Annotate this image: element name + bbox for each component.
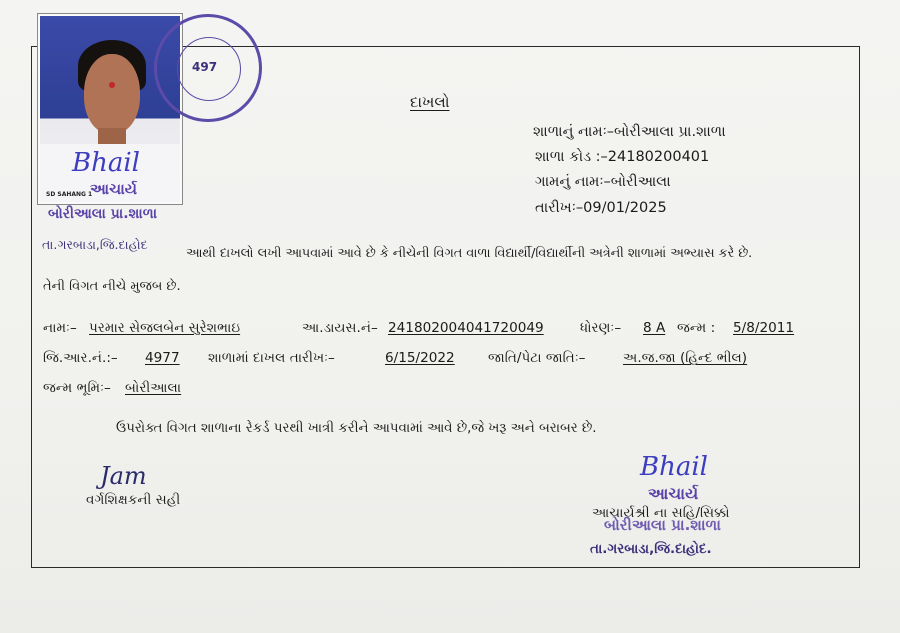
certificate-title: દાખલો [410, 93, 450, 111]
village-name: ગામનું નામઃ–બોરીઆલા [535, 174, 671, 190]
certificate-date: તારીખઃ–09/01/2025 [535, 200, 667, 216]
principal-signature: Bhail [640, 452, 708, 482]
gr-number-value: 4977 [145, 350, 180, 366]
teacher-signature: Jam [100, 462, 147, 490]
standard-value: 8 A [643, 320, 666, 336]
photo-stamp-title: આચાર્ય [90, 180, 138, 198]
photo-stamp-school: બોરીઆલા પ્રા.શાળા [48, 206, 158, 222]
verification-line: ઉપરોક્ત વિગત શાળાના રેકર્ડ પરથી ખાત્રી કરીને આપવામાં આવે છે,જે ખરૂ અને બરાબર છે. [116, 421, 597, 436]
birthplace-value: બોરીઆલા [125, 380, 182, 396]
standard-label: ધોરણઃ– [580, 320, 622, 336]
birthplace-label: જન્મ ભૂમિઃ– [43, 380, 111, 396]
principal-stamp-address: તા.ગરબાડા,જિ.દાહોદ. [590, 541, 712, 557]
dob-label: જન્મ : [677, 320, 716, 336]
name-label: નામઃ– [43, 320, 77, 336]
details-line: તેની વિગત નીચે મુજબ છે. [43, 279, 181, 294]
caste-label: જાતિ/પેટા જાતિઃ– [488, 350, 586, 366]
principal-stamp-title: આચાર્ય [648, 484, 699, 503]
intro-line: આથી દાખલો લખી આપવામાં આવે છે કે નીચેની વિગત વાળા વિદ્યાર્થી/વિદ્યાર્થીની અત્રેની શાળામાં અભ્યાસ કરે છે. [186, 246, 753, 261]
caste-value: અ.જ.જા (હિન્દ ભીલ) [623, 350, 748, 366]
admission-date-value: 6/15/2022 [385, 350, 455, 366]
name-value: પરમાર સેજલબેન સુરેશભાઇ [89, 320, 241, 336]
teacher-signature-label: વર્ગશિક્ષકની સહી [86, 492, 181, 508]
gr-number-label: જિ.આર.નં.:– [43, 350, 118, 366]
principal-signature-photo: Bhail [72, 148, 140, 178]
admission-date-label: શાળામાં દાખલ તારીખઃ– [208, 350, 335, 366]
stamp-address-top: તા.ગરબાડા,જિ.દાહોદ [42, 237, 148, 252]
photo-caption: SD SAHANG 1 [46, 191, 93, 198]
principal-stamp-school: બોરીઆલા પ્રા.શાળા [604, 516, 721, 534]
school-round-seal [154, 14, 262, 122]
uid-label: આ.ડાયસ.નં– [302, 320, 378, 336]
school-code: શાળા કોડ :–24180200401 [535, 149, 710, 165]
seal-number: 497 [192, 60, 218, 74]
school-name: શાળાનું નામઃ–બોરીઆલા પ્રા.શાળા [533, 124, 726, 140]
dob-value: 5/8/2011 [733, 320, 795, 336]
uid-value: 241802004041720049 [388, 320, 544, 336]
principal-signature-label: આચાર્યશ્રી ના સહિ/સિક્કો [592, 505, 730, 521]
